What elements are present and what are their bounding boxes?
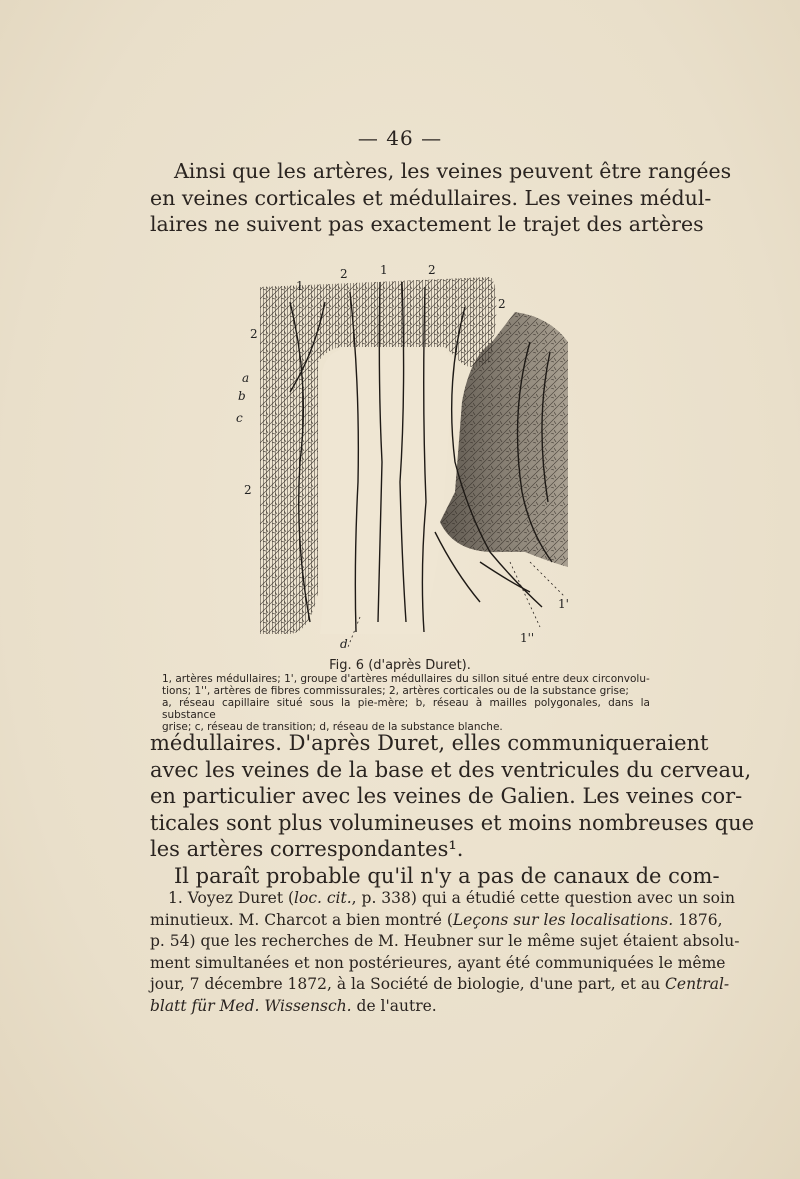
footnote-line: blatt für Med. Wissensch. de l'autre. [150,996,437,1015]
figure-label: d [340,637,348,651]
text-line: médullaires. D'après Duret, elles communiqueraient [150,731,709,755]
figure-caption [162,673,650,733]
footnote-line: jour, 7 décembre 1872, à la Société de biologie, d'une part, et au Central- [150,975,730,993]
text-line: laires ne suivent pas exactement le trajet des artères [150,212,704,236]
figure-label: a [242,371,250,385]
footnote-line: 1. Voyez Duret (loc. cit., p. 338) qui a étudié cette question avec un soin [168,889,735,907]
text-line: en veines corticales et médullaires. Les veines médul- [150,185,712,210]
figure-label: 2 [244,483,252,497]
figure-title: Fig. 6 (d'après Duret). [329,658,471,673]
paragraph-2 [150,730,755,889]
text-line: ticales sont plus volumineuses et moins nombreuses que [150,810,755,835]
figure-label: 1' [558,597,569,611]
figure-label: 1 [296,279,304,293]
caption-line: tions; 1'', artères de fibres commissurales; 2, artères corticales ou de la substance grise; [162,685,629,697]
caption-line: grise; c, réseau de transition; d, réseau de la substance blanche. [162,721,503,733]
caption-line: 1, artères médullaires; 1', groupe d'artères médullaires du sillon situé entre deux circonvolu- [162,673,650,685]
figure-label: 1 [380,263,388,277]
caption-line: a, réseau capillaire situé sous la pie-mère; b, réseau à mailles polygonales, dans la substance [162,697,650,721]
paragraph-3: Il paraît probable qu'il n'y a pas de canaux de com- [174,863,720,888]
text-line: en particulier avec les veines de Galien. Les veines cor- [150,784,743,808]
footnote-line: ment simultanées et non postérieures, ayant été communiquées le même [150,953,726,972]
paragraph-1 [150,158,732,238]
figure-label: c [236,411,243,425]
anatomical-figure [230,262,590,652]
figure-label: 2 [340,267,348,281]
figure-label: 2 [498,297,506,311]
figure-label: 1'' [520,631,535,645]
figure-label: 2 [250,327,258,341]
text-line: Ainsi que les artères, les veines peuvent être rangées [174,159,732,183]
text-line: les artères correspondantes¹. [150,837,464,861]
white-matter [320,350,454,634]
footnote-line: minutieux. M. Charcot a bien montré (Leçons sur les localisations. 1876, [150,910,723,929]
text-line: avec les veines de la base et des ventricules du cerveau, [150,757,752,782]
footnote-line: p. 54) que les recherches de M. Heubner sur le même sujet étaient absolu- [150,932,740,950]
figure-label: 2 [428,263,436,277]
footnote [150,888,740,1017]
page-number: — 46 — [357,126,443,150]
figure-label: b [238,389,246,403]
